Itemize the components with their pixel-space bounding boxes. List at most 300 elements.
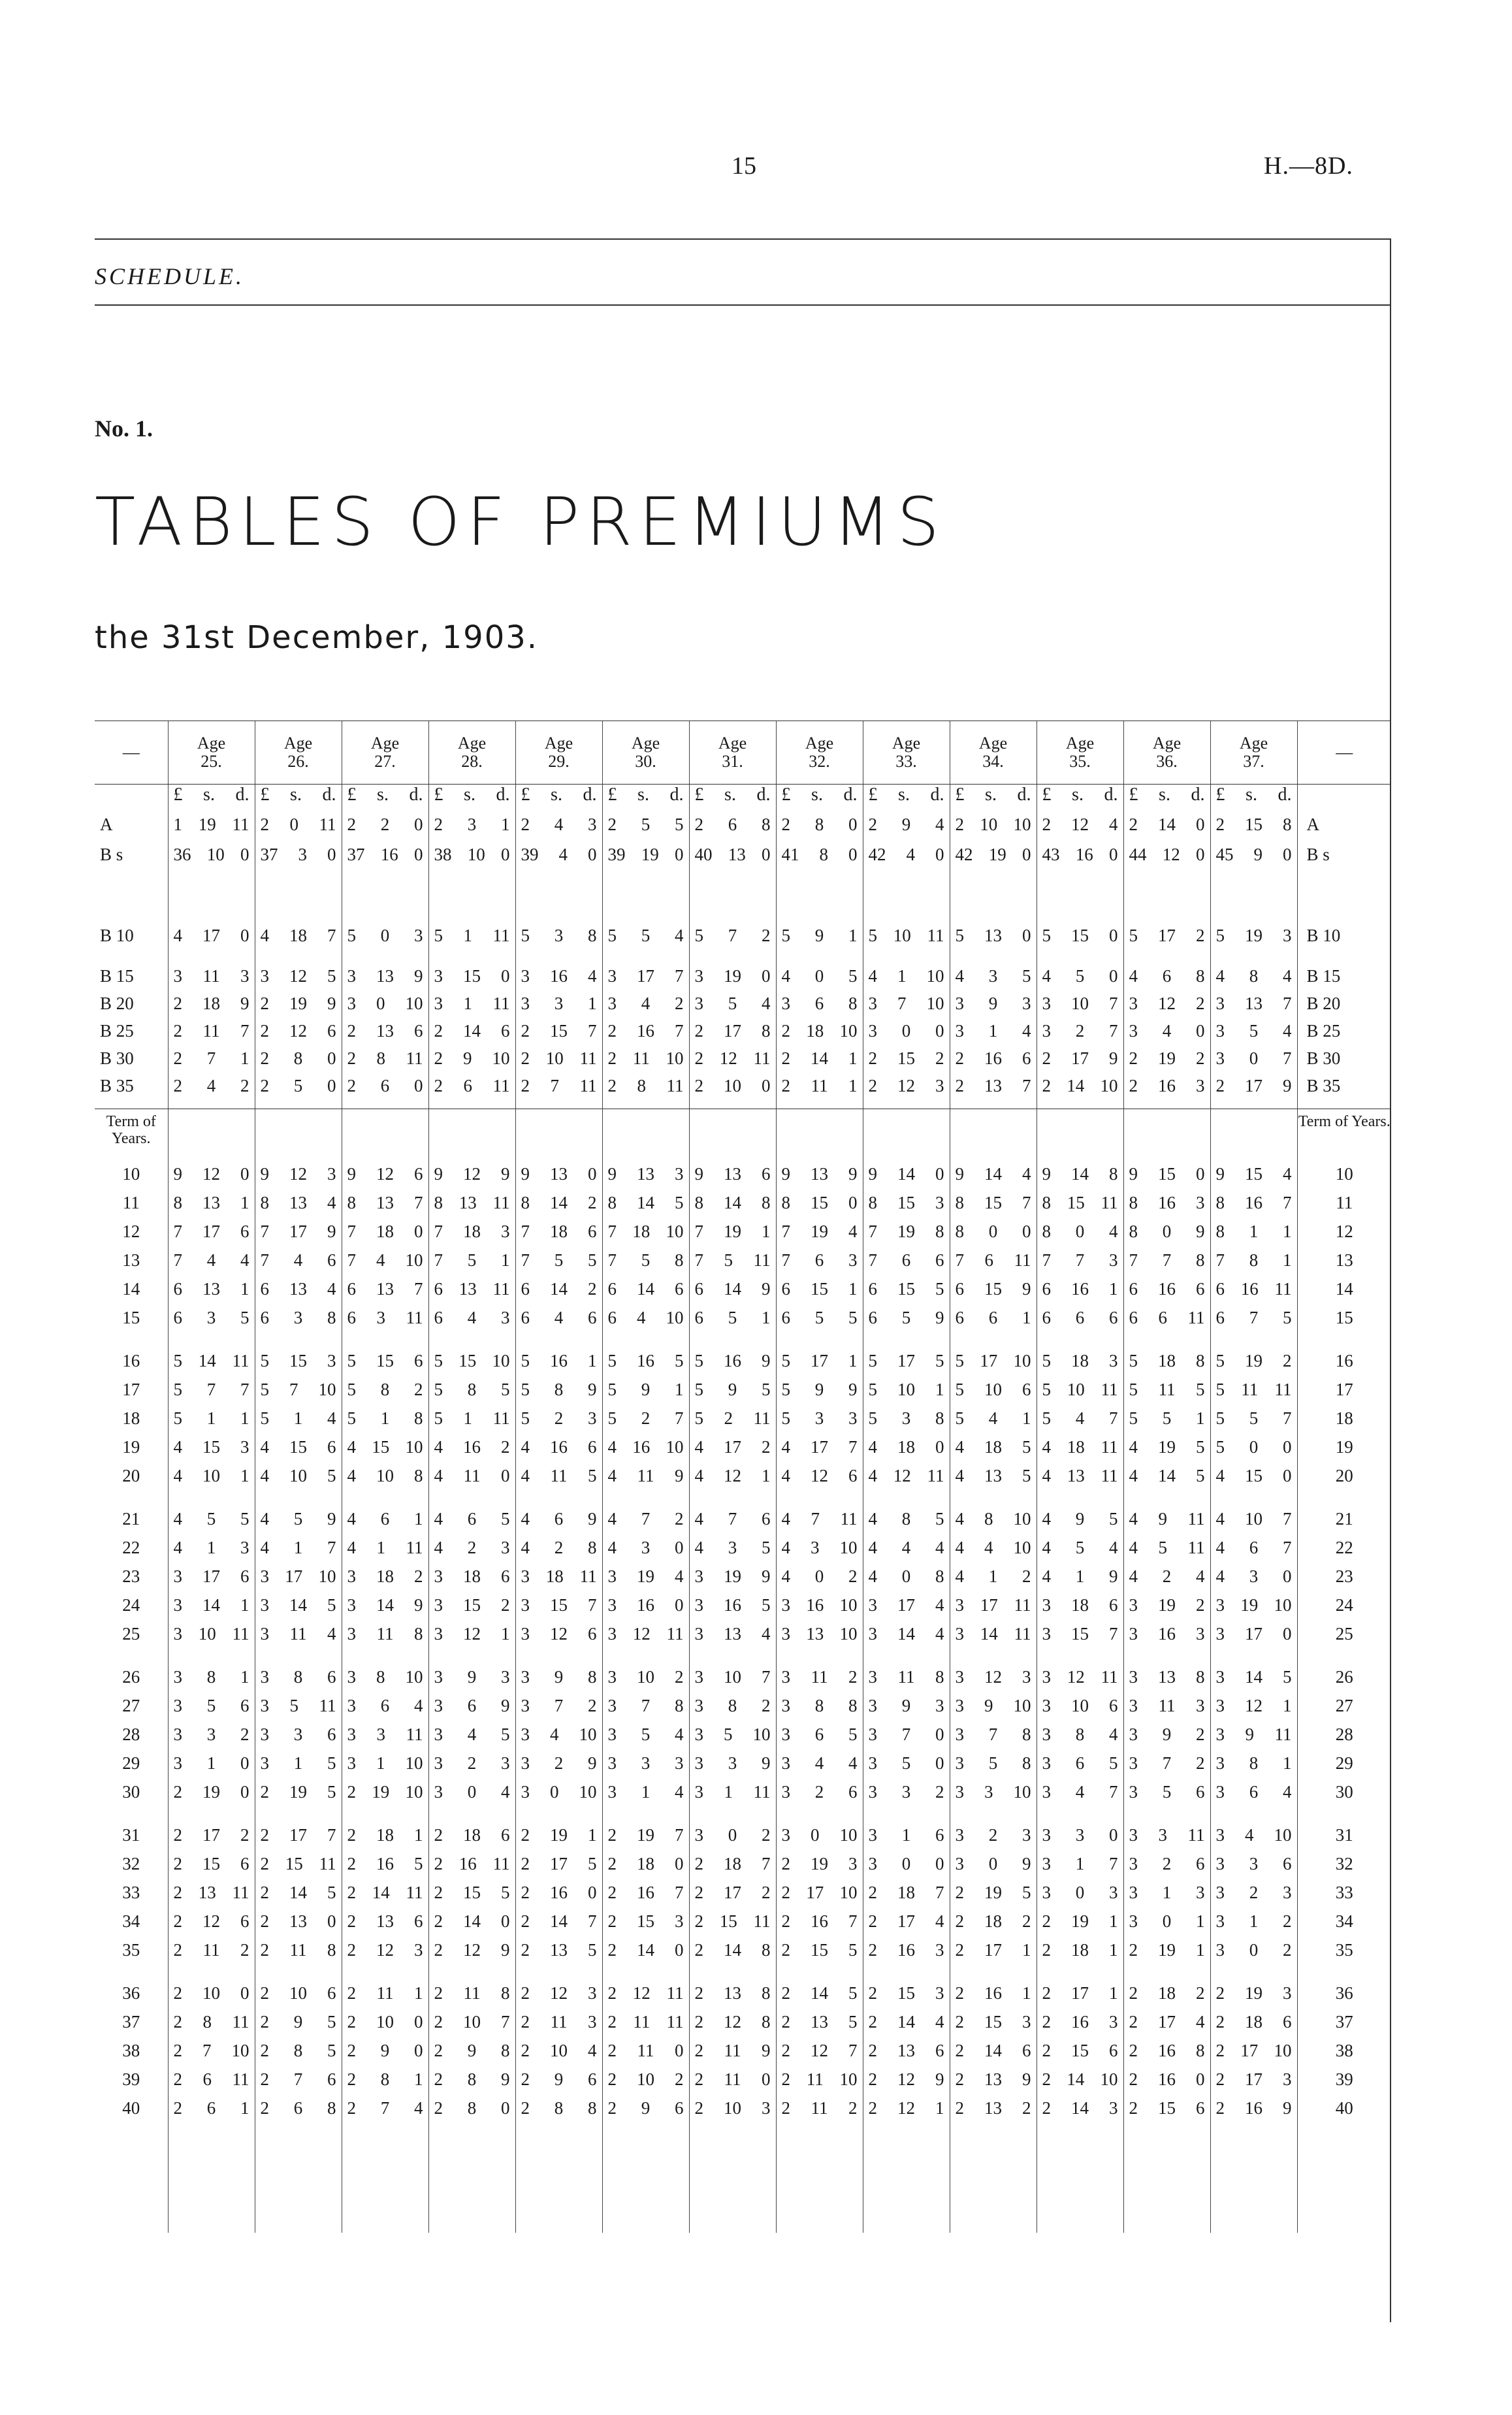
shillings: 8 [1075, 1725, 1085, 1744]
term-label-right: 35 [1297, 1940, 1391, 1983]
pence: 10 [1013, 1509, 1031, 1529]
premium-amount [342, 1164, 428, 1184]
shillings: 15 [811, 1193, 828, 1212]
pence: 9 [1109, 1566, 1118, 1586]
premium-amount [429, 1351, 515, 1371]
premium-amount [950, 1725, 1037, 1745]
pence: 0 [1196, 2069, 1205, 2089]
pence: 6 [1196, 1854, 1205, 1873]
pounds: 4 [1129, 1509, 1138, 1529]
shillings: 15 [1071, 1624, 1089, 1644]
premium-amount [1211, 1308, 1297, 1328]
shillings: 14 [289, 1595, 307, 1615]
pounds: 2 [955, 1940, 964, 1960]
premium-cell [776, 1854, 863, 1883]
pounds: 2 [173, 2069, 182, 2089]
premium-amount [690, 1566, 776, 1587]
premium-amount [169, 994, 255, 1014]
pounds: 3 [1129, 1725, 1138, 1744]
pence: 11 [492, 1193, 510, 1212]
pounds: 3 [1129, 1667, 1138, 1687]
pounds: 2 [173, 1911, 182, 1931]
shillings: 2 [554, 1753, 564, 1773]
premium-amount [1211, 1911, 1297, 1932]
pounds: 2 [173, 1076, 182, 1095]
premium-cell [428, 1222, 515, 1250]
pounds: 3 [1042, 1825, 1051, 1845]
premium-cell [602, 1048, 689, 1076]
premium-cell [1037, 1566, 1123, 1595]
empty-cell [776, 1109, 863, 1165]
shillings: 16 [637, 1595, 654, 1615]
pounds: 2 [173, 1883, 182, 1902]
pounds: 8 [955, 1222, 964, 1241]
pounds: 4 [260, 1437, 269, 1457]
premium-cell [255, 1250, 342, 1279]
shillings: 12 [289, 966, 307, 986]
premium-amount [516, 1222, 602, 1242]
pounds: 2 [694, 2012, 703, 2032]
premium-cell [168, 1222, 255, 1250]
pounds: 3 [521, 1782, 530, 1802]
currency-units [950, 785, 1037, 805]
shillings: 15 [202, 1854, 220, 1873]
premium-cell [602, 1466, 689, 1509]
pounds: 4 [781, 966, 790, 986]
pounds: 4 [955, 1538, 964, 1557]
pounds: 5 [521, 1380, 530, 1399]
pounds: 3 [347, 1595, 356, 1615]
premium-amount [169, 2012, 255, 2032]
pounds: 8 [955, 1193, 964, 1212]
premium-amount [690, 1308, 776, 1328]
pound-sign: £ [781, 785, 791, 805]
premium-cell [950, 1825, 1037, 1854]
premium-cell [863, 2012, 950, 2041]
premium-amount [863, 845, 950, 865]
number-label: No. 1. [95, 415, 153, 442]
premium-amount [255, 1351, 342, 1371]
premium-cell [1123, 1193, 1210, 1222]
premium-cell [689, 1250, 776, 1279]
premium-cell [776, 2041, 863, 2069]
age-header [342, 721, 428, 785]
pounds: 5 [521, 1351, 530, 1370]
pounds: 2 [1042, 1911, 1051, 1931]
pounds: 2 [694, 1940, 703, 1960]
premium-cell [1210, 815, 1297, 845]
pounds: 6 [1042, 1308, 1051, 1327]
premium-amount [1211, 1380, 1297, 1400]
premium-amount [950, 1696, 1037, 1716]
premium-amount [1211, 1222, 1297, 1242]
term-row [95, 2098, 1391, 2141]
shillings: 18 [376, 1566, 394, 1586]
premium-cell [950, 1308, 1037, 1351]
pounds: 2 [347, 1825, 356, 1845]
pounds: 4 [694, 1538, 703, 1557]
premium-cell [1037, 1983, 1123, 2012]
shillings: 15 [289, 1351, 307, 1370]
shillings: 13 [637, 1164, 654, 1184]
premium-amount [1124, 1279, 1210, 1299]
shillings: 15 [984, 1279, 1002, 1299]
premium-cell [255, 909, 342, 966]
premium-amount [950, 2098, 1037, 2118]
pounds: 2 [173, 1048, 182, 1068]
shillings: 4 [293, 1250, 303, 1270]
shillings: 19 [724, 966, 741, 986]
premium-cell [1210, 1076, 1297, 1109]
premium-cell [1210, 1509, 1297, 1538]
premium-cell [776, 1021, 863, 1048]
pence: 10 [1274, 1825, 1292, 1845]
premium-amount [169, 1753, 255, 1774]
shillings: 0 [811, 1825, 820, 1845]
premium-cell [255, 1509, 342, 1538]
pence: 6 [240, 1854, 249, 1873]
shillings: 5 [206, 1696, 216, 1715]
pounds: 6 [694, 1308, 703, 1327]
shillings: 14 [1245, 1667, 1263, 1687]
pence: 8 [1196, 1250, 1205, 1270]
premium-cell [776, 1509, 863, 1538]
shillings: 0 [1075, 1883, 1085, 1902]
pounds: 2 [521, 2012, 530, 2032]
premium-cell [168, 1437, 255, 1466]
pence: 10 [1013, 815, 1031, 834]
shillings: 9 [467, 1667, 477, 1687]
premium-cell [689, 1164, 776, 1193]
pounds: 4 [607, 1509, 617, 1529]
term-label: 39 [122, 2069, 140, 2089]
pounds: 4 [1215, 1566, 1225, 1586]
pence: 2 [1196, 1753, 1205, 1773]
pence: 11 [1274, 1279, 1292, 1299]
premium-amount [777, 815, 863, 835]
shillings: 6 [467, 1696, 477, 1715]
premium-cell [1037, 1883, 1123, 1911]
pence: 7 [1022, 1193, 1031, 1212]
premium-cell [950, 1279, 1037, 1308]
premium-cell [515, 815, 602, 845]
pounds: 4 [781, 1466, 790, 1485]
premium-amount [429, 1983, 515, 2003]
pounds: 4 [1129, 966, 1138, 986]
pence: 9 [1022, 1279, 1031, 1299]
pence: 1 [1109, 1279, 1118, 1299]
shillings: 8 [467, 1380, 477, 1399]
shillings: 5 [728, 994, 737, 1013]
pence: 3 [414, 1940, 423, 1960]
age-header [776, 721, 863, 785]
pounds: 2 [521, 2098, 530, 2118]
pence: 2 [240, 1940, 249, 1960]
pence: 4 [1283, 1164, 1292, 1184]
premium-amount [255, 1983, 342, 2003]
premium-amount [1124, 1021, 1210, 1041]
pounds: 3 [1129, 1021, 1138, 1041]
pounds: 3 [868, 1753, 877, 1773]
premium-amount [1037, 1351, 1123, 1371]
premium-amount [950, 1983, 1037, 2003]
premium-amount [690, 1076, 776, 1096]
premium-amount [863, 1351, 950, 1371]
pence: 11 [1274, 1380, 1292, 1399]
premium-amount [516, 1725, 602, 1745]
term-label-right: 31 [1297, 1825, 1391, 1854]
pence: 1 [501, 815, 510, 834]
pounds: 4 [1042, 966, 1051, 986]
pounds: 3 [1215, 1782, 1225, 1802]
premium-cell [168, 1667, 255, 1696]
premium-amount [429, 1164, 515, 1184]
pence: 8 [327, 1940, 336, 1960]
pounds: 2 [607, 1021, 617, 1041]
pence: 6 [675, 2098, 684, 2118]
pence: 0 [501, 2098, 510, 2118]
premium-amount [603, 1725, 689, 1745]
currency-units-cell [1037, 785, 1123, 815]
pence: 1 [414, 1825, 423, 1845]
pound-sign: £ [1129, 785, 1138, 805]
premium-cell [342, 994, 428, 1021]
pounds: 6 [347, 1279, 356, 1299]
empty-cell [342, 2141, 428, 2233]
pounds: 3 [955, 1782, 964, 1802]
pounds: 2 [694, 2098, 703, 2118]
pound-sign: £ [607, 785, 617, 805]
premium-amount [777, 1466, 863, 1486]
premium-amount [1124, 1437, 1210, 1457]
premium-amount [1211, 1782, 1297, 1802]
shillings: 6 [1075, 1753, 1085, 1773]
premium-cell [1123, 1164, 1210, 1193]
shillings: 9 [1253, 845, 1263, 864]
pence: 5 [762, 1380, 771, 1399]
premium-cell [689, 1883, 776, 1911]
premium-amount [777, 1911, 863, 1932]
premium-cell [255, 1222, 342, 1250]
premium-cell [1037, 845, 1123, 909]
pounds: 6 [694, 1279, 703, 1299]
shillings: 17 [550, 1854, 568, 1873]
shillings: 0 [988, 1854, 998, 1873]
premium-amount [255, 1595, 342, 1615]
pounds: 3 [1215, 1725, 1225, 1744]
shillings: 18 [806, 1021, 824, 1041]
pounds: 4 [607, 1437, 617, 1457]
pence: 9 [588, 1753, 597, 1773]
pence: 6 [1196, 1782, 1205, 1802]
pence-sign: d. [322, 785, 336, 805]
premium-amount [777, 1250, 863, 1271]
pence: 11 [1101, 1466, 1118, 1485]
pounds: 39 [607, 845, 626, 864]
pounds: 6 [781, 1308, 790, 1327]
term-label-right: 32 [1297, 1854, 1391, 1883]
shillings: 19 [1245, 1983, 1263, 2003]
pounds: 2 [607, 1911, 617, 1931]
shillings: 8 [467, 2069, 477, 2089]
premium-cell [602, 909, 689, 966]
shillings: 0 [1162, 1222, 1172, 1241]
pounds: 7 [173, 1222, 182, 1241]
premium-cell [342, 1279, 428, 1308]
pence: 4 [1109, 815, 1118, 834]
pounds: 6 [955, 1279, 964, 1299]
premium-cell [515, 1696, 602, 1725]
pence: 9 [762, 1351, 771, 1370]
premium-cell [776, 2012, 863, 2041]
premium-amount [690, 2098, 776, 2118]
pounds: 5 [1215, 1351, 1225, 1370]
pence: 0 [1196, 1164, 1205, 1184]
shillings: 15 [897, 1983, 915, 2003]
premium-amount [342, 1753, 428, 1774]
pounds: 4 [1129, 1566, 1138, 1586]
premium-cell [950, 1725, 1037, 1753]
shillings: 13 [202, 1193, 220, 1212]
premium-amount [603, 1983, 689, 2003]
pence: 0 [240, 1753, 249, 1773]
shillings: 5 [206, 1509, 216, 1529]
empty-cell [1297, 785, 1391, 815]
premium-cell [1123, 1466, 1210, 1509]
shillings: 5 [1075, 966, 1085, 986]
shillings: 18 [632, 1222, 651, 1241]
premium-amount [1037, 1825, 1123, 1845]
pence: 10 [1013, 1538, 1031, 1557]
pounds: 7 [521, 1222, 530, 1241]
pence: 3 [588, 2012, 597, 2032]
premium-amount [1124, 845, 1210, 865]
plan-label: B 20 [100, 994, 134, 1013]
premium-cell [168, 2069, 255, 2098]
pounds: 9 [694, 1164, 703, 1184]
pounds: 2 [434, 1854, 443, 1873]
premium-cell [342, 1466, 428, 1509]
pounds: 8 [260, 1193, 269, 1212]
premium-amount [690, 1595, 776, 1615]
pounds: 3 [1042, 1725, 1051, 1744]
pence: 2 [848, 1566, 858, 1586]
premium-amount [169, 1279, 255, 1299]
pounds: 3 [1042, 1854, 1051, 1873]
shillings: 16 [1245, 2098, 1263, 2118]
pounds: 2 [955, 2069, 964, 2089]
term-label-right: 37 [1297, 2012, 1391, 2041]
pence: 1 [240, 1595, 249, 1615]
premium-amount [429, 2098, 515, 2118]
pounds: 3 [1042, 1696, 1051, 1715]
premium-cell [602, 2012, 689, 2041]
shillings: 13 [289, 1279, 307, 1299]
premium-cell [342, 815, 428, 845]
premium-cell [1123, 815, 1210, 845]
premium-cell [168, 1466, 255, 1509]
premium-amount [516, 1466, 602, 1486]
shillings: 17 [980, 1595, 998, 1615]
premium-amount [255, 1193, 342, 1213]
premium-cell [1037, 1048, 1123, 1076]
pounds: 8 [434, 1193, 443, 1212]
premium-cell [689, 845, 776, 909]
term-label: 29 [122, 1753, 140, 1773]
pounds: 5 [347, 1380, 356, 1399]
premium-amount [1211, 1566, 1297, 1587]
currency-units [603, 785, 689, 805]
currency-units [690, 785, 776, 805]
pounds: 3 [434, 1782, 443, 1802]
pence: 10 [1013, 1782, 1031, 1802]
premium-amount [429, 966, 515, 986]
premium-amount [863, 2041, 950, 2061]
pence: 3 [935, 1983, 944, 2003]
premium-cell [168, 1854, 255, 1883]
shillings: 5 [1075, 1538, 1085, 1557]
premium-amount [777, 926, 863, 946]
premium-cell [1123, 1566, 1210, 1595]
shillings: 17 [897, 1351, 915, 1370]
premium-cell [255, 1164, 342, 1193]
pence: 7 [675, 966, 684, 986]
premium-amount [690, 1222, 776, 1242]
premium-cell [689, 1076, 776, 1109]
empty-cell [255, 1109, 342, 1165]
pounds: 3 [347, 1624, 356, 1644]
premium-cell [950, 1193, 1037, 1222]
premium-amount [255, 815, 342, 835]
shillings: 16 [897, 1940, 915, 1960]
pounds: 9 [868, 1164, 877, 1184]
shillings: 16 [1158, 1279, 1176, 1299]
pounds: 6 [955, 1308, 964, 1327]
premium-amount [1211, 2098, 1297, 2118]
premium-cell [1123, 1279, 1210, 1308]
pounds: 9 [260, 1164, 269, 1184]
pounds: 7 [347, 1222, 356, 1241]
premium-amount [777, 1940, 863, 1960]
premium-cell [1210, 1250, 1297, 1279]
shillings: 9 [1245, 1725, 1254, 1744]
premium-cell [168, 1076, 255, 1109]
premium-amount [1037, 1983, 1123, 2003]
age-label: Age [1065, 734, 1095, 753]
shillings: 14 [724, 1940, 741, 1960]
pence: 2 [1022, 1911, 1031, 1931]
pence-sign: d. [669, 785, 684, 805]
pence: 0 [675, 845, 684, 864]
pence: 5 [501, 1380, 510, 1399]
shillings: 8 [380, 1380, 390, 1399]
shillings: 8 [376, 1048, 385, 1068]
shillings: 15 [984, 1193, 1002, 1212]
pounds: 4 [521, 1509, 530, 1529]
pence: 2 [1196, 1983, 1205, 2003]
shillings: 19 [637, 1825, 654, 1845]
premium-amount [1124, 926, 1210, 946]
pence-sign: d. [235, 785, 249, 805]
premium-cell [950, 1437, 1037, 1466]
pence: 2 [675, 2069, 684, 2089]
premium-amount [169, 1566, 255, 1587]
shillings: 16 [637, 1883, 654, 1902]
pounds: 4 [1042, 1566, 1051, 1586]
premium-cell [1037, 1222, 1123, 1250]
pounds: 3 [173, 966, 182, 986]
premium-cell [168, 909, 255, 966]
